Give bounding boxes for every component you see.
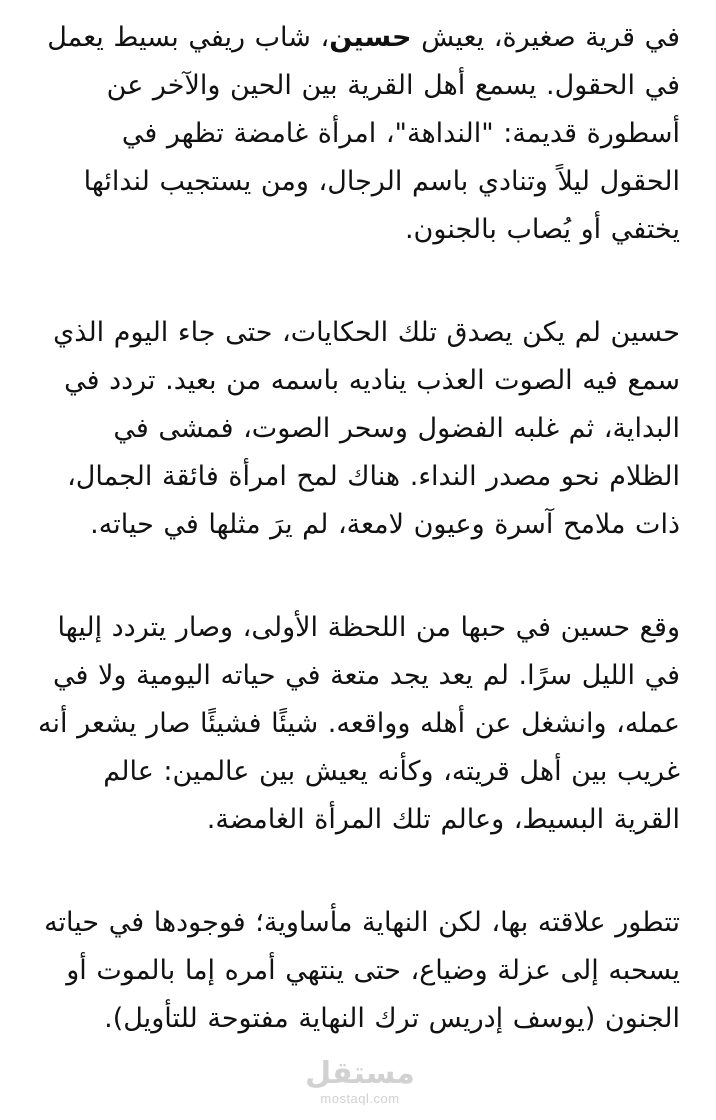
article-body — [36, 14, 680, 1043]
paragraph-4: تتطور علاقته بها، لكن النهاية مأساوية؛ فوجودها في حياته يسحبه إلى عزلة وضياع، حتى ينتهي أمره إما بالموت أو الجنون (يوسف إدريس ترك النهاية مفتوحة للتأويل). — [44, 907, 680, 1034]
paragraph-3: وقع حسين في حبها من اللحظة الأولى، وصار يتردد إليها في الليل سرًا. لم يعد يجد متعة في حياته اليومية ولا في عمله، وانشغل عن أهله وواقعه. شيئًا فشيئًا صار يشعر أنه غريب بين أهل قريته، وكأنه يعيش بين عالمين: عالم القرية البسيط، وعالم تلك المرأة الغامضة. — [38, 612, 680, 835]
watermark-domain: mostaql.com — [320, 1091, 400, 1106]
paragraph-1-end: ، شاب ريفي بسيط يعمل في الحقول. يسمع أهل القرية بين الحين والآخر عن أسطورة قديمة: "النداهة"، امرأة غامضة تظهر في الحقول ليلاً وتنادي باسم الرجال، ومن يستجيب لندائها يختفي أو يُصاب بالجنون. — [47, 22, 680, 245]
paragraph-1-start: في قرية صغيرة، يعيش — [411, 22, 680, 53]
watermark-arabic-logo: مستقل — [305, 1056, 415, 1091]
paragraph-1 — [36, 14, 680, 254]
mostaql-watermark — [305, 1056, 415, 1116]
paragraph-2: حسين لم يكن يصدق تلك الحكايات، حتى جاء اليوم الذي سمع فيه الصوت العذب يناديه باسمه من بعيد. تردد في البداية، ثم غلبه الفضول وسحر الصوت، فمشى في الظلام نحو مصدر النداء. هناك لمح امرأة فائقة الجمال، ذات ملامح آسرة وعيون لامعة، لم يرَ مثلها في حياته. — [53, 317, 680, 540]
character-name-bold: حسين — [329, 22, 412, 53]
